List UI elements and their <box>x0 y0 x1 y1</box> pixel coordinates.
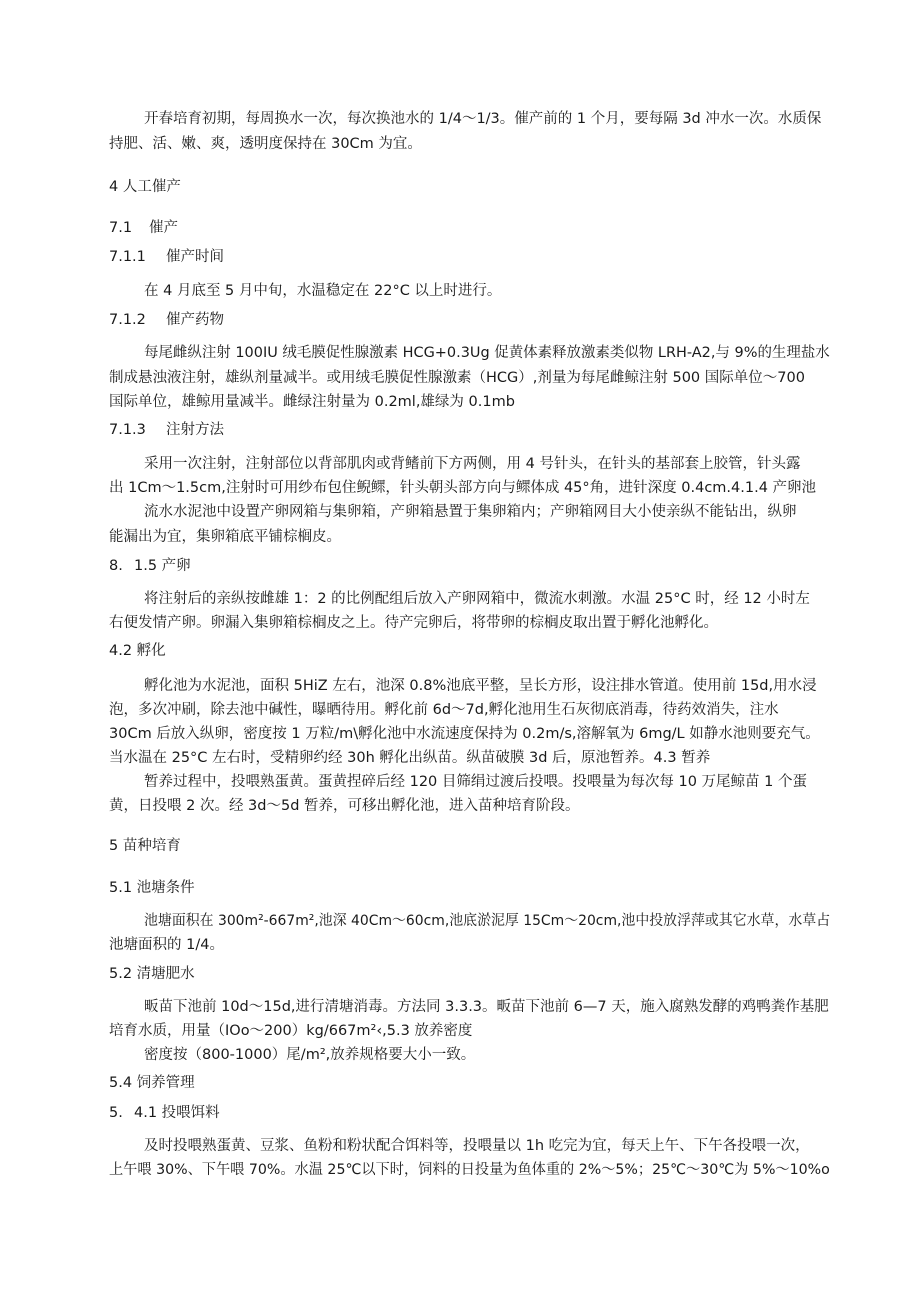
paragraph-line: 右便发情产卵。卵漏入集卵箱棕榈皮之上。待产完卵后，将带卵的棕榈皮取出置于孵化池孵化。 <box>109 615 718 631</box>
paragraph-line: 持肥、活、嫩、爽，透明度保持在 30Cm 为宜。 <box>109 136 422 152</box>
subsection-title: 1.5 产卵 <box>134 558 191 574</box>
subsection-number: 7.1.3 <box>109 422 146 438</box>
subsection-number: 5. <box>109 1105 123 1121</box>
subsection-title: 4.2 孵化 <box>109 643 166 659</box>
paragraph-line: 孵化池为水泥池，面积 5HiZ 左右，池深 0.8%池底平整，呈长方形，设注排水管道。使用前 15d,用水浸 <box>144 678 817 694</box>
paragraph-line: 及时投喂熟蛋黄、豆浆、鱼粉和粉状配合饵料等，投喂量以 1h 吃完为宜，每天上午、下午各投喂一次， <box>144 1138 810 1154</box>
paragraph-line: 流水水泥池中设置产卵网箱与集卵箱，产卵箱悬置于集卵箱内；产卵箱网目大小使亲纵不能钻出，纵卵 <box>144 504 797 520</box>
paragraph-line: 池塘面积在 300m²-667m²,池深 40Cm～60cm,池底淤泥厚 15Cm～20cm,池中投放浮萍或其它水草，水草占 <box>144 913 831 929</box>
section-heading: 4 人工催产 <box>109 179 181 195</box>
paragraph-line: 采用一次注射，注射部位以背部肌肉或背鳍前下方两侧，用 4 号针头，在针头的基部套上胶管，针头露 <box>144 456 801 472</box>
paragraph-line: 在 4 月底至 5 月中旬，水温稳定在 22°C 以上时进行。 <box>144 283 502 299</box>
paragraph-line: 密度按（800-1000）尾/m²,放养规格要大小一致。 <box>144 1047 476 1063</box>
paragraph-line: 开春培育初期，每周换水一次，每次换池水的 1/4～1/3。催产前的 1 个月，要每隔 3d 冲水一次。水质保 <box>144 111 822 127</box>
subsection-number: 7.1 <box>109 220 133 236</box>
paragraph-line: 上午喂 30%、下午喂 70%。水温 25℃以下时，饲料的日投量为鱼体重的 2%～5%；25℃～30℃为 5%～10%o <box>109 1162 830 1178</box>
paragraph-line: 当水温在 25°C 左右时，受精卵约经 30h 孵化出纵苗。纵苗破膜 3d 后，原池暂养。4.3 暂养 <box>109 750 711 766</box>
subsection-number: 8. <box>109 558 123 574</box>
paragraph-line: 泡，多次冲刷，除去池中碱性，曝晒待用。孵化前 6d～7d,孵化池用生石灰彻底消毒，待药效消失，注水 <box>109 702 779 718</box>
subsection-title: 催产药物 <box>166 312 224 328</box>
paragraph-line: 能漏出为宜，集卵箱底平铺棕榈皮。 <box>109 529 341 545</box>
paragraph-line: 将注射后的亲纵按雌雄 1：2 的比例配组后放入产卵网箱中，微流水刺激。水温 25°C 时，经 12 小时左 <box>144 591 810 607</box>
subsection-title: 5.1 池塘条件 <box>109 880 195 896</box>
paragraph-line: 池塘面积的 1/4。 <box>109 937 224 953</box>
subsection-title: 催产时间 <box>166 249 224 265</box>
paragraph-line: 培育水质，用量（IOo～200）kg/667m²‹,5.3 放养密度 <box>109 1023 473 1039</box>
paragraph-line: 每尾雌纵注射 100IU 绒毛膜促性腺激素 HCG+0.3Ug 促黄体素释放激素类似物 LRH-A2,与 9%的生理盐水 <box>144 345 830 361</box>
subsection-number: 7.1.2 <box>109 312 146 328</box>
subsection-number: 7.1.1 <box>109 249 146 265</box>
paragraph-line: 30Cm 后放入纵卵，密度按 1 万粒/m\孵化池中水流速度保持为 0.2m/s,溶解氧为 6mg/L 如静水池则要充气。 <box>109 726 820 742</box>
paragraph-line: 制成悬浊液注射，雄纵剂量减半。或用绒毛膜促性腺激素（HCG）,剂量为每尾雌鲸注射 500 国际单位～700 <box>109 370 805 386</box>
paragraph-line: 畈苗下池前 10d～15d,进行清塘消毒。方法同 3.3.3。畈苗下池前 6—7 天，施入腐熟发酵的鸡鸭粪作基肥 <box>144 999 829 1015</box>
subsection-title: 注射方法 <box>166 422 224 438</box>
subsection-title: 4.1 投喂饵料 <box>134 1105 220 1121</box>
subsection-title: 5.4 饲养管理 <box>109 1075 195 1091</box>
paragraph-line: 出 1Cm～1.5cm,注射时可用纱布包住鲵鳏，针头朝头部方向与鳏体成 45°角，进针深度 0.4cm.4.1.4 产卵池 <box>109 480 817 496</box>
paragraph-line: 暂养过程中，投喂熟蛋黄。蛋黄捏碎后经 120 目筛绢过渡后投喂。投喂量为每次每 10 万尾鲸苗 1 个蛋 <box>144 774 808 790</box>
section-heading: 5 苗种培育 <box>109 838 181 854</box>
paragraph-line: 国际单位，雄鲸用量减半。雌绿注射量为 0.2ml,雄绿为 0.1mb <box>109 394 515 410</box>
subsection-title: 5.2 清塘肥水 <box>109 966 195 982</box>
paragraph-line: 黄，日投喂 2 次。经 3d～5d 暂养，可移出孵化池，进入苗种培育阶段。 <box>109 798 580 814</box>
subsection-title: 催产 <box>149 220 178 236</box>
